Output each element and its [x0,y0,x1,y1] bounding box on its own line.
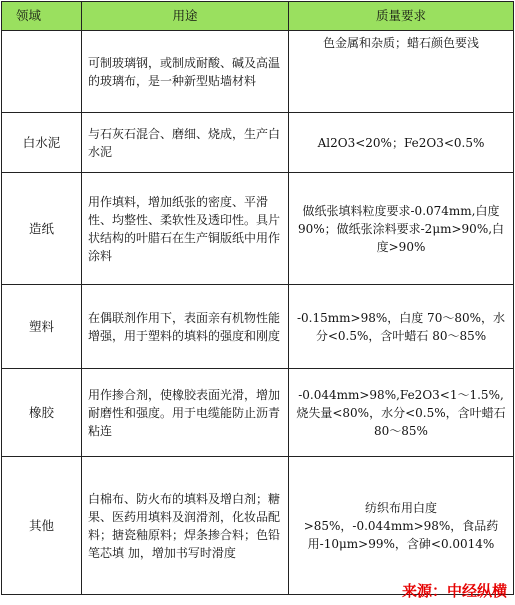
usage-cell: 可制玻璃钢，或制成耐酸、碱及高温的玻璃布，是一种新型贴墙材料 [82,31,289,113]
table-row [2,173,514,285]
field-cell: 橡胶 [2,369,82,457]
table-row [2,457,514,595]
usage-cell: 用作填料，增加纸张的密度、平滑性、均整性、柔软性及透印性。具片状结构的叶腊石在生产铜版纸中用作涂料 [82,173,289,285]
field-cell [2,31,82,113]
field-cell: 其他 [2,457,82,595]
table-row [2,31,514,113]
table-row [2,285,514,369]
field-cell: 塑料 [2,285,82,369]
usage-cell: 白棉布、防火布的填料及增白剂；糖果、医药用填料及润滑剂，化妆品配料；搪瓷釉原料；焊条掺合料；色铅笔芯填 加，增加书写时滑度 [82,457,289,595]
quality-cell: -0.044mm>98%,Fe2O3<1～1.5%,烧失量<80%，水分<0.5%，含叶蜡石 80～85% [289,369,514,457]
usage-cell: 在偶联剂作用下，表面亲有机物性能增强，用于塑料的填料的强度和刚度 [82,285,289,369]
quality-cell: -0.15mm>98%，白度 70～80%，水分<0.5%，含叶蜡石 80～85% [289,285,514,369]
quality-cell: Al2O3<20%；Fe2O3<0.5% [289,113,514,173]
quality-cell: 做纸张填料粒度要求-0.074mm,白度 90%；做纸张涂料要求-2μm>90%,白度>90% [289,173,514,285]
pyrophyllite-application-table [1,1,514,595]
header-quality: 质量要求 [289,2,514,31]
header-field: 领域 [2,2,82,31]
field-cell: 造纸 [2,173,82,285]
table-row [2,113,514,173]
quality-cell: 纺织布用白度>85%，-0.044mm>98%，食品药用-10μm>99%，含砷<0.0014% [289,457,514,595]
usage-cell: 与石灰石混合、磨细、烧成，生产白水泥 [82,113,289,173]
table-header-row [2,2,514,31]
field-cell: 白水泥 [2,113,82,173]
usage-cell: 用作掺合剂，使橡胶表面光滑，增加耐磨性和强度。用于电缆能防止沥青粘连 [82,369,289,457]
header-usage: 用途 [82,2,289,31]
table-row [2,369,514,457]
quality-cell: 色金属和杂质；蜡石颜色要浅 [289,31,514,113]
source-label: 来源：中经纵横 [401,582,507,600]
